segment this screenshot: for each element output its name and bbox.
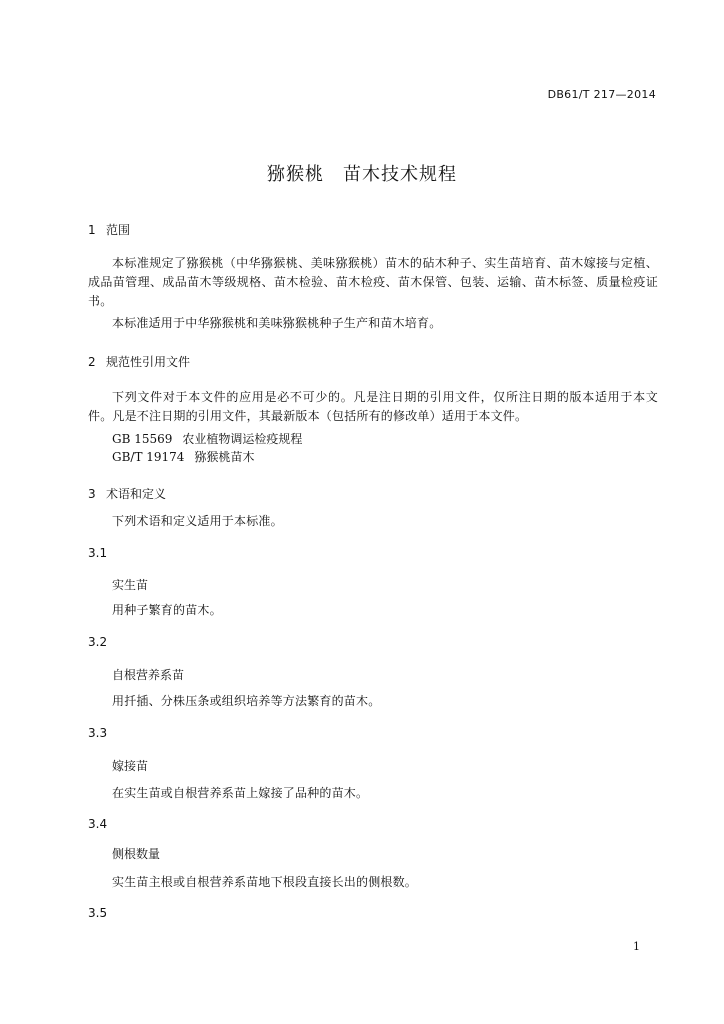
- section-3-intro: 下列术语和定义适用于本标准。: [112, 514, 283, 528]
- reference-code: GB/T 19174: [112, 450, 185, 464]
- reference-title: 农业植物调运检疫规程: [182, 432, 303, 446]
- reference-code: GB 15569: [112, 432, 173, 446]
- term-number: 3.4: [88, 817, 108, 831]
- reference-title: 猕猴桃苗木: [194, 450, 255, 464]
- term-number: 3.3: [88, 726, 108, 740]
- section-2-heading: [88, 353, 658, 370]
- section-3-heading: [88, 485, 658, 502]
- term-definition: 用扦插、分株压条或组织培养等方法繁育的苗木。: [112, 694, 381, 708]
- term-number: 3.2: [88, 635, 108, 649]
- reference-item: [112, 430, 682, 447]
- term-name: 实生苗: [112, 578, 149, 592]
- page-number: 1: [633, 940, 640, 953]
- term-number: 3.5: [88, 906, 108, 920]
- section-number: 1: [88, 223, 96, 237]
- section-title: 规范性引用文件: [106, 355, 191, 369]
- section-number: 3: [88, 487, 96, 501]
- section-1-heading: [88, 221, 658, 238]
- term-name: 自根营养系苗: [112, 668, 185, 682]
- term-number: 3.1: [88, 546, 108, 560]
- term-definition: 实生苗主根或自根营养系苗地下根段直接长出的侧根数。: [112, 875, 418, 889]
- section-number: 2: [88, 355, 96, 369]
- section-2-paragraph-1: 下列文件对于本文件的应用是必不可少的。凡是注日期的引用文件，仅所注日期的版本适用于本文件。凡是不注日期的引用文件，其最新版本（包括所有的修改单）适用于本文件。: [88, 390, 658, 423]
- term-definition: 在实生苗或自根营养系苗上嫁接了品种的苗木。: [112, 786, 369, 800]
- document-title: 猕猴桃 苗木技术规程: [267, 164, 457, 185]
- section-1-paragraph-1: 本标准规定了猕猴桃（中华猕猴桃、美味猕猴桃）苗木的砧木种子、实生苗培育、苗木嫁接与定植、成品苗管理、成品苗木等级规格、苗木检验、苗木检疫、苗木保管、包装、运输、苗木标签、质量检疫证书。: [88, 256, 658, 308]
- term-name: 侧根数量: [112, 847, 161, 861]
- term-name: 嫁接苗: [112, 759, 149, 773]
- term-definition: 用种子繁育的苗木。: [112, 603, 222, 617]
- standard-code: DB61/T 217—2014: [547, 88, 656, 101]
- section-title: 术语和定义: [106, 487, 167, 501]
- section-title: 范围: [106, 223, 131, 237]
- section-1-paragraph-2: 本标准适用于中华猕猴桃和美味猕猴桃种子生产和苗木培育。: [112, 316, 442, 330]
- reference-item: [112, 448, 682, 465]
